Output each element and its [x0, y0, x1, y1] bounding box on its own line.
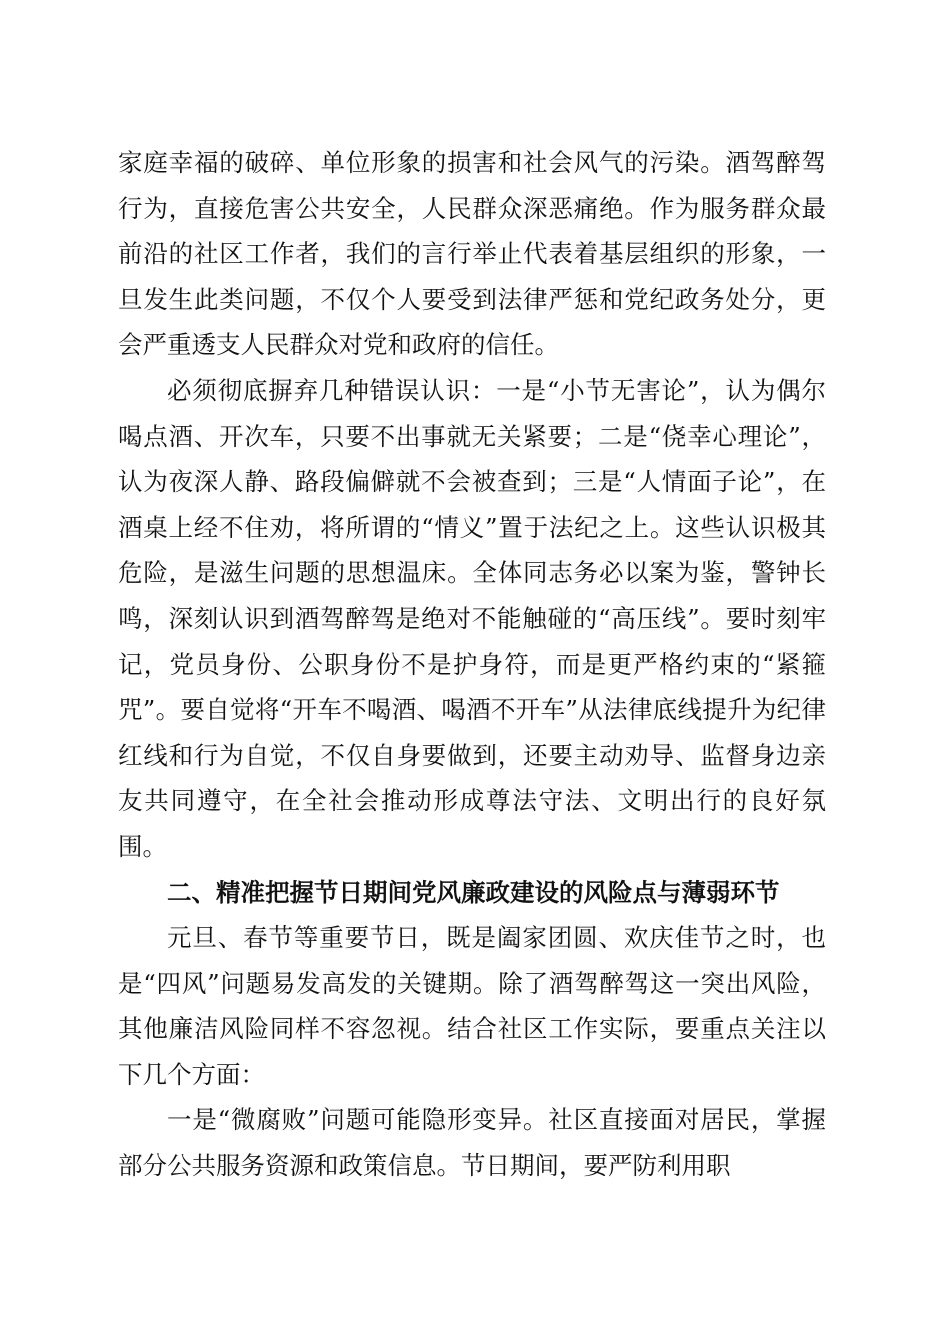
paragraph-micro-corruption: 一是“微腐败”问题可能隐形变异。社区直接面对居民，掌握部分公共服务资源和政策信息。节日期间，要严防利用职 — [118, 1105, 826, 1181]
section-heading-risk-points: 二、精准把握节日期间党风廉政建设的风险点与薄弱环节 — [167, 877, 780, 907]
document-body — [118, 140, 826, 1189]
paragraph-continuation: 家庭幸福的破碎、单位形象的损害和社会风气的污染。酒驾醉驾行为，直接危害公共安全，人民群众深恶痛绝。作为服务群众最前沿的社区工作者，我们的言行举止代表着基层组织的形象，一旦发生此类问题，不仅个人要受到法律严惩和党纪政务处分，更会严重透支人民群众对党和政府的信任。 — [118, 148, 826, 360]
paragraph-holiday-risks: 元旦、春节等重要节日，既是阖家团圆、欢庆佳节之时，也是“四风”问题易发高发的关键期。除了酒驾醉驾这一突出风险，其他廉洁风险同样不容忽视。结合社区工作实际，要重点关注以下几个方面： — [118, 923, 826, 1089]
paragraph-wrong-perceptions: 必须彻底摒弃几种错误认识：一是“小节无害论”，认为偶尔喝点酒、开次车，只要不出事就无关紧要；二是“侥幸心理论”，认为夜深人静、路段偏僻就不会被查到；三是“人情面子论”，在酒桌上经不住劝，将所谓的“情义”置于法纪之上。这些认识极其危险，是滋生问题的思想温床。全体同志务必以案为鉴，警钟长鸣，深刻认识到酒驾醉驾是绝对不能触碰的“高压线”。要时刻牢记，党员身份、公职身份不是护身符，而是更严格约束的“紧箍咒”。要自觉将“开车不喝酒、喝酒不开车”从法律底线提升为纪律红线和行为自觉，不仅自身要做到，还要主动劝导、监督身边亲友共同遵守，在全社会推动形成尊法守法、文明出行的良好氛围。 — [118, 375, 826, 861]
